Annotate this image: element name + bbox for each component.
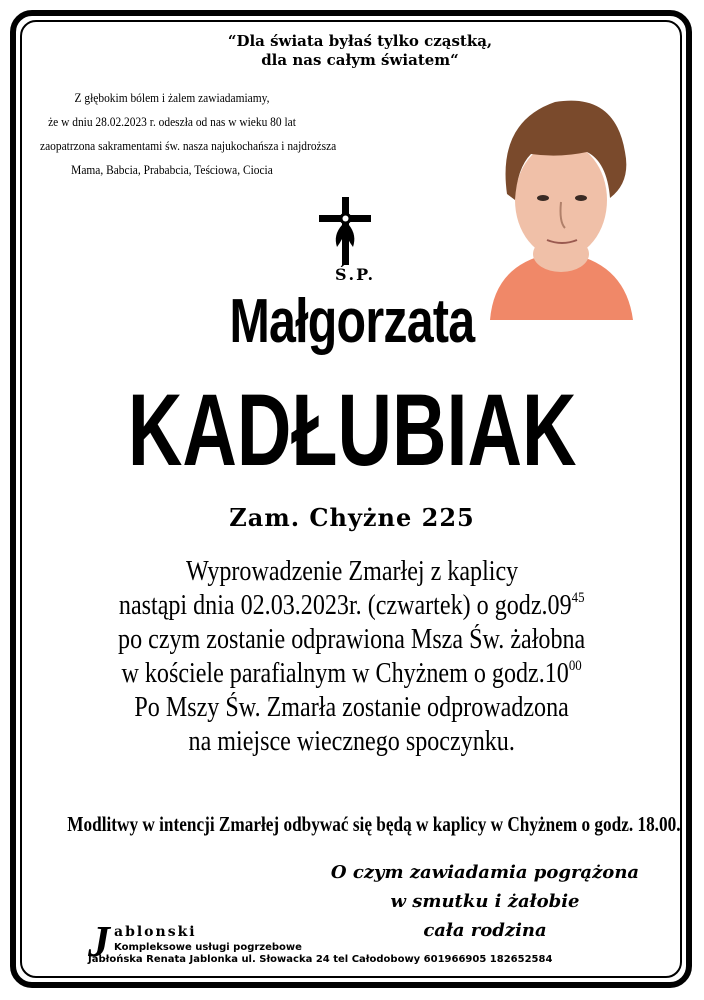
motto-line-2: dla nas całym światem“	[261, 51, 459, 69]
ceremony-line-1: Wyprowadzenie Zmarłej z kaplicy	[185, 556, 519, 587]
ceremony-line-5: Po Mszy Św. Zmarła zostanie odprowadzona	[134, 692, 570, 723]
intro-line-1: Z głębokim bólem i żalem zawiadamiamy,	[74, 90, 270, 105]
funeral-home-subtitle: Kompleksowe usługi pogrzebowe	[114, 942, 302, 953]
motto	[150, 32, 570, 70]
ceremony-line-2-text: nastąpi dnia 02.03.2023r. (czwartek) o godz.09	[119, 590, 572, 621]
intro-text	[40, 86, 337, 182]
prayer-notice-text: Modlitwy w intencji Zmarłej odbywać się będą w kaplicy w Chyżnem o godz. 18.00.	[67, 812, 681, 836]
prayer-notice	[0, 812, 704, 837]
portrait-photo	[475, 82, 645, 320]
first-name	[0, 286, 704, 357]
closing-line-3: cała rodzina	[423, 920, 547, 941]
sp-abbreviation: Ś.P.	[334, 265, 376, 284]
ceremony-line-4-text: w kościele parafialnym w Chyżnem o godz.10	[121, 658, 570, 689]
departure-minutes: 45	[571, 590, 585, 606]
funeral-home-initial: J	[88, 917, 110, 966]
motto-line-1: “Dla świata byłaś tylko cząstką,	[227, 32, 493, 50]
intro-line-4: Mama, Babcia, Prababcia, Teściowa, Ciocia	[71, 162, 273, 177]
funeral-home-name: ablonski	[114, 924, 197, 940]
first-name-text: Małgorzata	[229, 287, 475, 356]
residence-address: Zam. Chyżne 225	[229, 503, 475, 532]
last-name-text: KADŁUBIAK	[127, 373, 577, 487]
intro-line-3: zaopatrzona sakramentami św. nasza najukochańsza i najdroższa	[40, 138, 337, 153]
closing-line-1: O czym zawiadamia pogrążona	[330, 862, 640, 883]
ceremony-line-4	[122, 657, 582, 691]
last-name	[0, 375, 704, 485]
ceremony-line-6: na miejsce wiecznego spoczynku.	[188, 726, 516, 757]
ceremony-line-3: po czym zostanie odprawiona Msza Św. żałobna	[118, 624, 586, 655]
cross-icon	[315, 195, 375, 267]
funeral-home-address: Jabłońska Renata Jablonka ul. Słowacka 24 tel Całodobowy 601966905 182652584	[88, 954, 553, 965]
closing-line-2: w smutku i żałobie	[390, 891, 580, 912]
ceremony-details	[60, 555, 644, 759]
ceremony-line-2	[119, 589, 585, 623]
mass-minutes: 00	[569, 658, 583, 674]
intro-line-2: że w dniu 28.02.2023 r. odeszła od nas w wieku 80 lat	[48, 114, 296, 129]
